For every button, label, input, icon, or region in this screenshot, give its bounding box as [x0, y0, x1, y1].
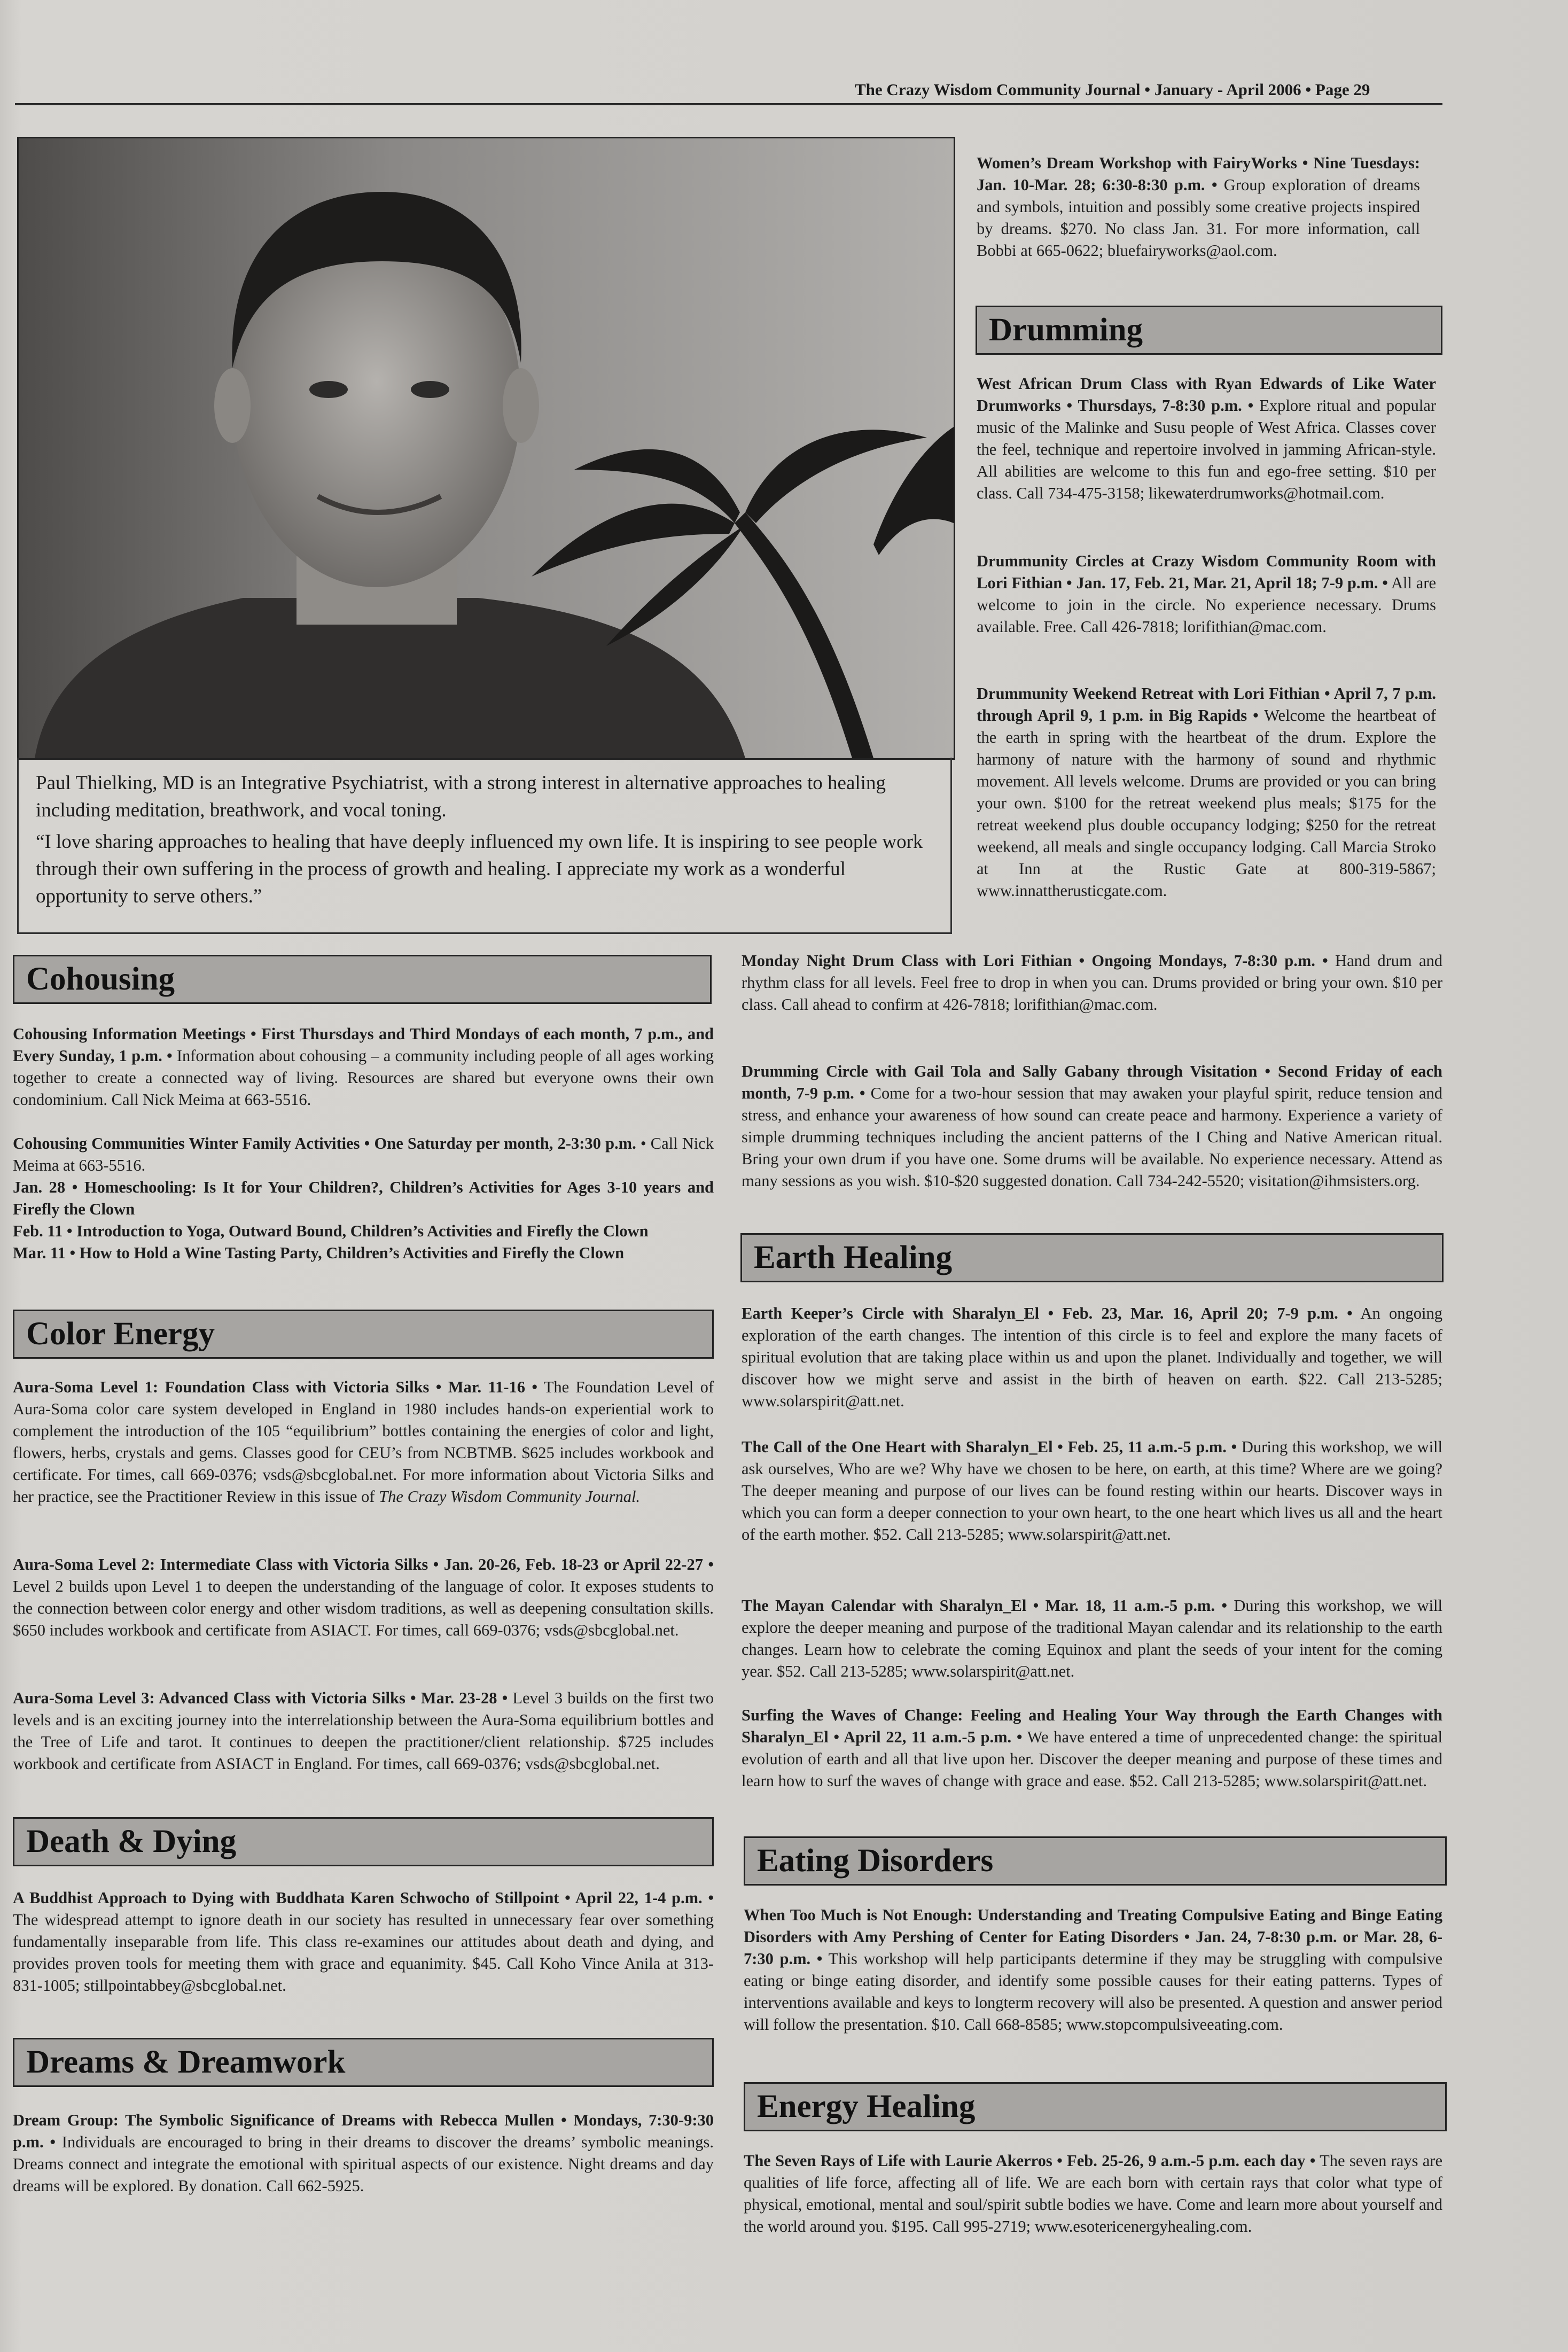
- listing-earth-keeper: [742, 1303, 1442, 1412]
- listing-aura-soma-3: [13, 1687, 714, 1775]
- section-heading-dreams: Dreams & Dreamwork: [13, 2038, 714, 2087]
- section-heading-color-energy: Color Energy: [13, 1310, 714, 1359]
- listing-monday-drum: [742, 950, 1442, 1016]
- listing-drummunity-circles: [977, 550, 1436, 638]
- listing-title: Drumming Circle with Gail Tola and Sally Gabany through Visitation • Second Friday of each month, 7-9 p.m. •: [742, 1062, 1442, 1102]
- listing-title: Earth Keeper’s Circle with Sharalyn_El • Feb. 23, Mar. 16, April 20; 7-9 p.m. •: [742, 1304, 1353, 1322]
- listing-body: • Call Nick Meima at 663-5516.: [13, 1134, 714, 1174]
- listing-west-african: [977, 373, 1436, 504]
- listing-item: Mar. 11 • How to Hold a Wine Tasting Party, Children’s Activities and Firefly the Clown: [13, 1244, 625, 1262]
- listing-body: During this workshop, we will ask ourselves, Who are we? Why have we chosen to be here, on earth, at this time? Where are we going? The deeper meaning and purpose of our lives can be found resting within our hearts. Discover ways in which you can form a deeper connection to your own heart, to the one heart which lives us all and the heart of the earth mother. $52. Call 213-5285; www.solarspirit@att.net.: [742, 1438, 1442, 1544]
- listing-body: The Foundation Level of Aura-Soma color care system developed in England in 1980 includes hands-on experiential work to complement the introduction of the 105 “equilibrium” bottles containing the energies of color and light, flowers, herbs, crystals and gems. Classes good for CEU’s from NCBTMB. $625 includes workbook and certificate. For times, call 669-0376; vsds@sbcglobal.net. For more information about Victoria Silks and her practice, see the Practitioner Review in this issue of: [13, 1378, 714, 1506]
- listing-item: Jan. 28 • Homeschooling: Is It for Your Children?, Children’s Activities for Ages 3-10 years and Firefly the Clown: [13, 1178, 714, 1218]
- listing-title: Aura-Soma Level 3: Advanced Class with Victoria Silks • Mar. 23-28 •: [13, 1689, 508, 1707]
- listing-title: West African Drum Class with Ryan Edwards of Like Water Drumworks • Thursdays, 7-8:30 p.m. •: [977, 375, 1436, 415]
- listing-drumming-circle: [742, 1061, 1442, 1192]
- listing-cohousing-info: [13, 1023, 714, 1111]
- caption-bio: Paul Thielking, MD is an Integrative Psychiatrist, with a strong interest in alternative approaches to healing including meditation, breathwork, and vocal toning.: [36, 772, 886, 821]
- listing-womens-dream: [977, 152, 1420, 262]
- listing-body: Group exploration of dreams and symbols, intuition and possibly some creative projects inspired by dreams. $270. No class Jan. 31. For more information, call Bobbi at 665-0622; bluefairyworks@aol.com.: [977, 176, 1420, 260]
- listing-body: This workshop will help participants determine if they may be struggling with compulsive eating or binge eating disorder, and identify some possible causes for their eating patterns. Types of interventions available and keys to longterm recovery will also be presented. A question and answer period will follow the presentation. $10. Call 668-8585; www.stopcompulsiveeating.com.: [744, 1950, 1442, 2034]
- listing-buddhist: [13, 1887, 714, 1997]
- header-rule: [15, 103, 1442, 105]
- listing-title: Dream Group: The Symbolic Significance of Dreams with Rebecca Mullen • Mondays, 7:30-9:30 p.m. •: [13, 2111, 714, 2151]
- listing-body: Information about cohousing – a community including people of all ages working together to create a connected way of living. Resources are shared but everyone owns their own condominium. Call Nick Meima at 663-5516.: [13, 1047, 714, 1109]
- listing-title: The Call of the One Heart with Sharalyn_El • Feb. 25, 11 a.m.-5 p.m. •: [742, 1438, 1237, 1456]
- section-heading-drumming: Drumming: [976, 306, 1442, 355]
- listing-body: Individuals are encouraged to bring in their dreams to discover the dreams’ symbolic meanings. Dreams connect and integrate the emotional with spiritual aspects of our existence. Night dreams and day dreams will be explored. By donation. Call 662-5925.: [13, 2133, 714, 2195]
- section-heading-death-dying: Death & Dying: [13, 1817, 714, 1866]
- listing-body: We have entered a time of unprecedented change: the spiritual evolution of earth and all that live upon her. Discover the deeper meaning and purpose of these times and learn how to surf the waves of change with grace and ease. $52. Call 213-5285; www.solarspirit@att.net.: [742, 1728, 1442, 1790]
- listing-title: The Seven Rays of Life with Laurie Akerros • Feb. 25-26, 9 a.m.-5 p.m. each day •: [744, 2152, 1316, 2170]
- caption-quote: “I love sharing approaches to healing that have deeply influenced my own life. It is inspiring to see people work through their own suffering in the process of growth and healing. I appreciate my work as a wonderful opportunity to serve others.”: [36, 831, 923, 907]
- listing-cohousing-winter: [13, 1133, 714, 1264]
- listing-aura-soma-1: [13, 1376, 714, 1508]
- journal-name: The Crazy Wisdom Community Journal.: [379, 1487, 641, 1506]
- section-heading-earth-healing: Earth Healing: [740, 1233, 1444, 1282]
- listing-dream-group: [13, 2109, 714, 2197]
- listing-body: An ongoing exploration of the earth changes. The intention of this circle is to feel and explore the many facets of spiritual evolution that are taking place within us and upon the planet. Individually and together, we will discover how we might serve and assist in the birth of heaven on earth. $22. Call 213-5285; www.solarspirit@att.net.: [742, 1304, 1442, 1410]
- section-heading-cohousing: Cohousing: [13, 955, 712, 1004]
- listing-title: The Mayan Calendar with Sharalyn_El • Mar. 18, 11 a.m.-5 p.m. •: [742, 1596, 1228, 1615]
- listing-body: Level 2 builds upon Level 1 to deepen the understanding of the language of color. It exposes students to the connection between color energy and other wisdom traditions, as well as deepening consultation skills. $650 includes workbook and certificate from ASIACT. For times, call 669-0376; vsds@sbcglobal.net.: [13, 1577, 714, 1639]
- listing-body: Level 3 builds on the first two levels and is an exciting journey into the interrelationship between the Aura-Soma equilibrium bottles and the Tree of Life and tarot. It continues to deepen the practitioner/client relationship. $725 includes workbook and certificate from ASIACT in England. For times, call 669-0376; vsds@sbcglobal.net.: [13, 1689, 714, 1773]
- listing-title: Surfing the Waves of Change: Feeling and Healing Your Way through the Earth Changes with Sharalyn_El • April 22, 11 a.m.-5 p.m. •: [742, 1706, 1442, 1746]
- listing-title: Cohousing Information Meetings • First Thursdays and Third Mondays of each month, 7 p.m., and Every Sunday, 1 p.m. •: [13, 1025, 714, 1065]
- section-heading-energy-healing: Energy Healing: [744, 2082, 1447, 2131]
- listing-item: Feb. 11 • Introduction to Yoga, Outward Bound, Children’s Activities and Firefly the Clown: [13, 1222, 649, 1240]
- listing-title: Monday Night Drum Class with Lori Fithian • Ongoing Mondays, 7-8:30 p.m. •: [742, 952, 1328, 970]
- listing-too-much: [744, 1904, 1442, 2036]
- listing-aura-soma-2: [13, 1554, 714, 1641]
- page-header: The Crazy Wisdom Community Journal • January - April 2006 • Page 29: [855, 80, 1370, 99]
- listing-drummunity-retreat: [977, 683, 1436, 902]
- listing-title: Aura-Soma Level 2: Intermediate Class with Victoria Silks • Jan. 20-26, Feb. 18-23 or April 22-27 •: [13, 1555, 714, 1574]
- listing-body: Hand drum and rhythm class for all levels. Feel free to drop in when you can. Drums provided or bring your own. $10 per class. Call ahead to confirm at 426-7818; lorifithian@mac.com.: [742, 952, 1442, 1014]
- listing-body: The seven rays are qualities of life force, affecting all of life. We are each born with certain rays that color what type of physical, emotional, mental and soul/spirit subtle bodies we have. Come and learn more about yourself and the world around you. $195. Call 995-2719; www.esotericenergyhealing.com.: [744, 2152, 1442, 2236]
- portrait-photo: [17, 137, 955, 760]
- listing-body: All are welcome to join in the circle. No experience necessary. Drums available. Free. Call 426-7818; lorifithian@mac.com.: [977, 574, 1436, 636]
- listing-body: Explore ritual and popular music of the Malinke and Susu people of West Africa. Classes cover the feel, technique and repertoire involved in jamming African-style. All abilities are welcome to this fun and ego-free setting. $10 per class. Call 734-475-3158; likewaterdrumworks@hotmail.com.: [977, 396, 1436, 502]
- photo-caption: [17, 758, 952, 934]
- listing-title: Drummunity Circles at Crazy Wisdom Community Room with Lori Fithian • Jan. 17, Feb. 21, Mar. 21, April 18; 7-9 p.m. •: [977, 552, 1436, 592]
- listing-surfing: [742, 1704, 1442, 1792]
- section-heading-eating-disorders: Eating Disorders: [744, 1836, 1447, 1886]
- listing-body: Come for a two-hour session that may awaken your playful spirit, reduce tension and stress, and enhance your awareness of how sound can create peace and harmony. Experience a variety of simple drumming techniques including the ancient patterns of the I Ching and Native American ritual. Bring your own drum if you have one. Some drums will be available. No experience necessary. Attend as many sessions as you wish. $10-$20 suggested donation. Call 734-242-5520; visitation@ihmsisters.org.: [742, 1084, 1442, 1190]
- listing-title: Drummunity Weekend Retreat with Lori Fithian • April 7, 7 p.m. through April 9, 1 p.m. in Big Rapids •: [977, 684, 1436, 725]
- listing-call-heart: [742, 1436, 1442, 1546]
- listing-mayan: [742, 1595, 1442, 1683]
- listing-seven-rays: [744, 2150, 1442, 2238]
- listing-title: Women’s Dream Workshop with FairyWorks • Nine Tuesdays: Jan. 10-Mar. 28; 6:30-8:30 p.m. •: [977, 154, 1420, 194]
- listing-title: Cohousing Communities Winter Family Activities • One Saturday per month, 2-3:30 p.m.: [13, 1134, 636, 1152]
- listing-body: Welcome the heartbeat of the earth in spring with the heartbeat of the drum. Explore the harmony of nature with the harmony of sound and rhythmic movement. All levels welcome. Drums are provided or you can bring your own. $100 for the retreat weekend plus meals; $175 for the retreat weekend plus double occupancy lodging; $250 for the retreat weekend, all meals and single occupancy lodging. Call Marcia Stroko at Inn at the Rustic Gate at 800-319-5867; www.innattherusticgate.com.: [977, 706, 1436, 900]
- listing-title: Aura-Soma Level 1: Foundation Class with Victoria Silks • Mar. 11-16 •: [13, 1378, 537, 1396]
- listing-title: When Too Much is Not Enough: Understanding and Treating Compulsive Eating and Binge Eating Disorders with Amy Pershing of Center for Eating Disorders • Jan. 24, 7-8:30 p.m. or Mar. 28, 6-7:30 p.m. •: [744, 1906, 1442, 1968]
- portrait-image: [19, 138, 954, 758]
- listing-body: The widespread attempt to ignore death in our society has resulted in unnecessary fear over something fundamentally inseparable from life. This class re-examines our attitudes about death and dying, and provides proven tools for meeting them with grace and equanimity. $45. Call Koho Vince Anila at 313-831-1005; stillpointabbey@sbcglobal.net.: [13, 1911, 714, 1995]
- listing-title: A Buddhist Approach to Dying with Buddhata Karen Schwocho of Stillpoint • April 22, 1-4 p.m. •: [13, 1889, 714, 1907]
- listing-body: During this workshop, we will explore the deeper meaning and purpose of the traditional Mayan calendar and its relationship to the earth changes. Learn how to celebrate the coming Equinox and plant the seeds of your intent for the coming year. $52. Call 213-5285; www.solarspirit@att.net.: [742, 1596, 1442, 1680]
